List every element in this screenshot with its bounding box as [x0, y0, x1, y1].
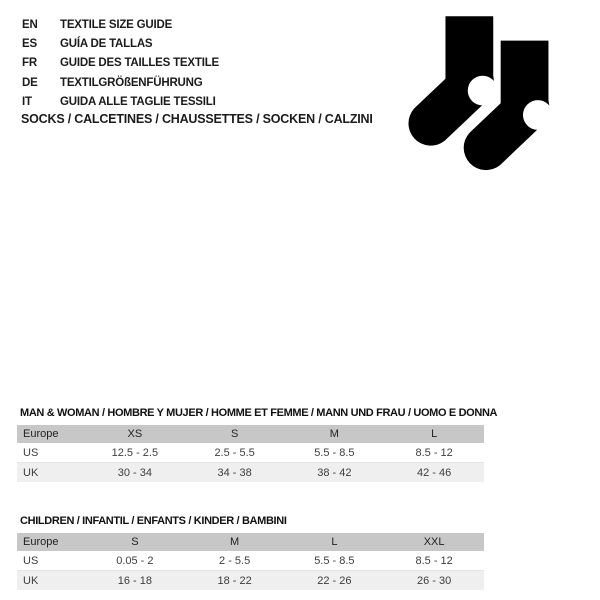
- language-row-fr: [22, 54, 219, 73]
- size-value: 18 - 22: [185, 571, 285, 591]
- column-header-size: S: [185, 425, 285, 443]
- row-label: UK: [17, 571, 85, 591]
- size-value: 34 - 38: [185, 463, 285, 483]
- size-value: 0.05 - 2: [85, 551, 185, 571]
- column-header-size: L: [285, 533, 385, 551]
- size-table-adult: [17, 425, 484, 482]
- size-value: 42 - 46: [384, 463, 484, 483]
- language-code: IT: [22, 95, 32, 108]
- language-title: GUIDE DES TAILLES TEXTILE: [60, 57, 219, 70]
- size-value: 2.5 - 5.5: [185, 443, 285, 463]
- language-row-en: [22, 15, 219, 34]
- language-title: GUÍA DE TALLAS: [60, 37, 153, 50]
- row-label: US: [17, 551, 85, 571]
- size-value: 30 - 34: [85, 463, 185, 483]
- size-value: 26 - 30: [384, 571, 484, 591]
- size-value: 22 - 26: [285, 571, 385, 591]
- size-table-children: [17, 533, 484, 590]
- size-value: 5.5 - 8.5: [285, 443, 385, 463]
- size-table-section-adult: [17, 405, 498, 482]
- column-header-size: S: [85, 533, 185, 551]
- column-header-size: XXL: [384, 533, 484, 551]
- language-row-es: [22, 34, 219, 53]
- column-header-size: XS: [85, 425, 185, 443]
- size-value: 2 - 5.5: [185, 551, 285, 571]
- size-value: 16 - 18: [85, 571, 185, 591]
- socks-icon: [404, 12, 574, 189]
- column-header-size: M: [285, 425, 385, 443]
- table-row: [17, 551, 484, 571]
- language-code: FR: [22, 57, 37, 70]
- language-title: TEXTILGRÖßENFÜHRUNG: [60, 76, 203, 89]
- language-row-de: [22, 73, 219, 92]
- table-header-row: [17, 533, 484, 551]
- column-header-size: M: [185, 533, 285, 551]
- column-header-region: Europe: [17, 425, 85, 443]
- language-title: TEXTILE SIZE GUIDE: [60, 18, 173, 31]
- size-value: 5.5 - 8.5: [285, 551, 385, 571]
- size-table-section-children: [17, 513, 484, 590]
- language-code: EN: [22, 18, 38, 31]
- size-value: 38 - 42: [285, 463, 385, 483]
- size-value: 8.5 - 12: [384, 551, 484, 571]
- table-header-row: [17, 425, 484, 443]
- category-title: SOCKS / CALCETINES / CHAUSSETTES / SOCKEN / CALZINI: [21, 112, 373, 126]
- table-row: [17, 443, 484, 463]
- table-row: [17, 463, 484, 483]
- language-code: DE: [22, 76, 38, 89]
- language-legend: [22, 15, 219, 111]
- language-code: ES: [22, 37, 37, 50]
- column-header-size: L: [384, 425, 484, 443]
- language-row-it: [22, 92, 219, 111]
- language-title: GUIDA ALLE TAGLIE TESSILI: [60, 95, 216, 108]
- size-value: 12.5 - 2.5: [85, 443, 185, 463]
- table-title-adult: MAN & WOMAN / HOMBRE Y MUJER / HOMME ET FEMME / MANN UND FRAU / UOMO E DONNA: [20, 407, 498, 419]
- table-title-children: CHILDREN / INFANTIL / ENFANTS / KINDER / BAMBINI: [20, 515, 287, 527]
- row-label: US: [17, 443, 85, 463]
- size-value: 8.5 - 12: [384, 443, 484, 463]
- table-row: [17, 571, 484, 591]
- row-label: UK: [17, 463, 85, 483]
- column-header-region: Europe: [17, 533, 85, 551]
